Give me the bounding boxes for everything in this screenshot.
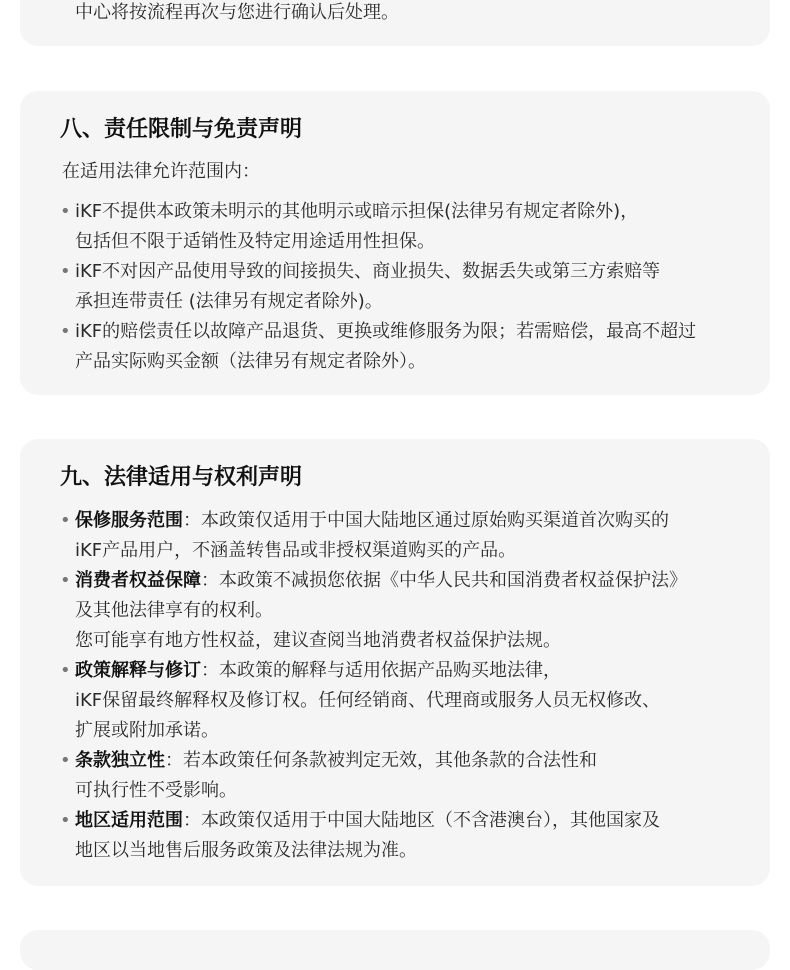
bullet-dot: • bbox=[60, 570, 71, 591]
item-label-consumer-rights: 消费者权益保障 bbox=[75, 570, 201, 591]
section-9-item-2-line-1: 消费者权益保障：本政策不减损您依据《中华人民共和国消费者权益保护法》 bbox=[75, 570, 687, 591]
section-9-item-5-line-2: 地区以当地售后服务政策及法律法规为准。 bbox=[75, 840, 417, 861]
item-label-severability: 条款独立性 bbox=[75, 750, 165, 771]
next-section-card bbox=[20, 930, 770, 970]
item-label-warranty-scope: 保修服务范围 bbox=[75, 510, 183, 531]
section-8-item-2-line-1: iKF不对因产品使用导致的间接损失、商业损失、数据丢失或第三方索赔等 bbox=[75, 261, 661, 282]
bullet-dot: • bbox=[60, 810, 71, 831]
section-9-item-1-line-2: iKF产品用户，不涵盖转售品或非授权渠道购买的产品。 bbox=[75, 540, 517, 561]
section-9-item-2-line-3: 您可能享有地方性权益，建议查阅当地消费者权益保护法规。 bbox=[75, 630, 561, 651]
section-8-item-2-line-2: 承担连带责任 (法律另有规定者除外)。 bbox=[75, 291, 383, 312]
bullet-dot: • bbox=[60, 321, 71, 342]
section-9-title: 九、法律适用与权利声明 bbox=[60, 465, 303, 490]
section-8-item-3-line-1: iKF的赔偿责任以故障产品退货、更换或维修服务为限；若需赔偿，最高不超过 bbox=[75, 321, 697, 342]
section-9-item-5-line-1: 地区适用范围：本政策仅适用于中国大陆地区（不含港澳台），其他国家及 bbox=[75, 810, 660, 831]
section-8-title: 八、责任限制与免责声明 bbox=[60, 117, 303, 142]
section-9-item-3-line-2: iKF保留最终解释权及修订权。任何经销商、代理商或服务人员无权修改、 bbox=[75, 690, 661, 711]
section-9-item-3-line-3: 扩展或附加承诺。 bbox=[75, 720, 219, 741]
section-8-item-3-line-2: 产品实际购买金额（法律另有规定者除外）。 bbox=[75, 351, 426, 372]
bullet-dot: • bbox=[60, 510, 71, 531]
section-9-item-2-line-2: 及其他法律享有的权利。 bbox=[75, 600, 273, 621]
section-9-item-4-line-2: 可执行性不受影响。 bbox=[75, 780, 237, 801]
bullet-dot: • bbox=[60, 201, 71, 222]
section-9-item-3-line-1: 政策解释与修订：本政策的解释与适用依据产品购买地法律， bbox=[75, 660, 561, 681]
bullet-dot: • bbox=[60, 660, 71, 681]
previous-section-text: 中心将按流程再次与您进行确认后处理。 bbox=[75, 2, 399, 23]
section-8-intro: 在适用法律允许范围内： bbox=[62, 161, 260, 182]
item-label-region-scope: 地区适用范围 bbox=[75, 810, 183, 831]
bullet-dot: • bbox=[60, 750, 71, 771]
section-9-item-1-line-1: 保修服务范围：本政策仅适用于中国大陆地区通过原始购买渠道首次购买的 bbox=[75, 510, 669, 531]
section-9-item-4-line-1: 条款独立性：若本政策任何条款被判定无效，其他条款的合法性和 bbox=[75, 750, 597, 771]
bullet-dot: • bbox=[60, 261, 71, 282]
section-8-item-1-line-2: 包括但不限于适销性及特定用途适用性担保。 bbox=[75, 231, 435, 252]
item-label-policy-interpretation: 政策解释与修订 bbox=[75, 660, 201, 681]
section-8-item-1-line-1: iKF不提供本政策未明示的其他明示或暗示担保(法律另有规定者除外)， bbox=[75, 201, 639, 222]
